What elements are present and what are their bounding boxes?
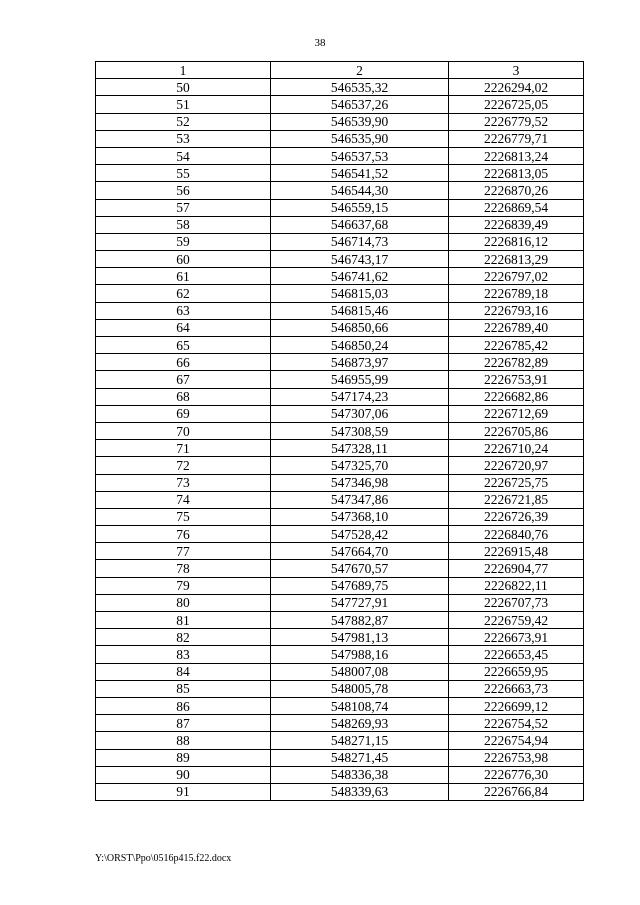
table-row xyxy=(96,783,584,800)
y-coordinate-cell: 2226720,97 xyxy=(449,457,584,474)
y-coordinate-cell: 2226813,24 xyxy=(449,147,584,164)
table-row xyxy=(96,302,584,319)
x-coordinate-cell: 547325,70 xyxy=(271,457,449,474)
y-coordinate-cell: 2226776,30 xyxy=(449,766,584,783)
point-number-cell: 53 xyxy=(96,130,271,147)
table-row xyxy=(96,405,584,422)
table-row xyxy=(96,629,584,646)
y-coordinate-cell: 2226663,73 xyxy=(449,680,584,697)
point-number-cell: 69 xyxy=(96,405,271,422)
y-coordinate-cell: 2226869,54 xyxy=(449,199,584,216)
table-row xyxy=(96,147,584,164)
y-coordinate-cell: 2226653,45 xyxy=(449,646,584,663)
table-row xyxy=(96,526,584,543)
y-coordinate-cell: 2226753,91 xyxy=(449,371,584,388)
x-coordinate-cell: 548007,08 xyxy=(271,663,449,680)
table-row xyxy=(96,697,584,714)
table-row xyxy=(96,766,584,783)
point-number-cell: 76 xyxy=(96,526,271,543)
table-row xyxy=(96,199,584,216)
point-number-cell: 50 xyxy=(96,79,271,96)
file-path-footer: Y:\ORST\Ppo\0516p415.f22.docx xyxy=(95,853,232,864)
y-coordinate-cell: 2226705,86 xyxy=(449,422,584,439)
table-row xyxy=(96,749,584,766)
table-row xyxy=(96,354,584,371)
x-coordinate-cell: 546873,97 xyxy=(271,354,449,371)
x-coordinate-cell: 548271,45 xyxy=(271,749,449,766)
point-number-cell: 71 xyxy=(96,440,271,457)
table-row xyxy=(96,560,584,577)
table-row xyxy=(96,182,584,199)
x-coordinate-cell: 547882,87 xyxy=(271,612,449,629)
x-coordinate-cell: 548108,74 xyxy=(271,697,449,714)
column-header-3: 3 xyxy=(449,62,584,79)
table-row xyxy=(96,251,584,268)
x-coordinate-cell: 547328,11 xyxy=(271,440,449,457)
y-coordinate-cell: 2226797,02 xyxy=(449,268,584,285)
point-number-cell: 78 xyxy=(96,560,271,577)
point-number-cell: 59 xyxy=(96,233,271,250)
y-coordinate-cell: 2226759,42 xyxy=(449,612,584,629)
x-coordinate-cell: 546539,90 xyxy=(271,113,449,130)
y-coordinate-cell: 2226779,52 xyxy=(449,113,584,130)
table-row xyxy=(96,422,584,439)
x-coordinate-cell: 546714,73 xyxy=(271,233,449,250)
table-row xyxy=(96,508,584,525)
table-row xyxy=(96,474,584,491)
x-coordinate-cell: 546559,15 xyxy=(271,199,449,216)
x-coordinate-cell: 546637,68 xyxy=(271,216,449,233)
point-number-cell: 54 xyxy=(96,147,271,164)
point-number-cell: 90 xyxy=(96,766,271,783)
point-number-cell: 56 xyxy=(96,182,271,199)
point-number-cell: 65 xyxy=(96,337,271,354)
x-coordinate-cell: 547664,70 xyxy=(271,543,449,560)
x-coordinate-cell: 546537,26 xyxy=(271,96,449,113)
point-number-cell: 51 xyxy=(96,96,271,113)
point-number-cell: 61 xyxy=(96,268,271,285)
column-header-1: 1 xyxy=(96,62,271,79)
y-coordinate-cell: 2226766,84 xyxy=(449,783,584,800)
x-coordinate-cell: 547689,75 xyxy=(271,577,449,594)
point-number-cell: 75 xyxy=(96,508,271,525)
y-coordinate-cell: 2226699,12 xyxy=(449,697,584,714)
y-coordinate-cell: 2226725,05 xyxy=(449,96,584,113)
y-coordinate-cell: 2226789,40 xyxy=(449,319,584,336)
y-coordinate-cell: 2226659,95 xyxy=(449,663,584,680)
y-coordinate-cell: 2226673,91 xyxy=(449,629,584,646)
x-coordinate-cell: 546815,03 xyxy=(271,285,449,302)
y-coordinate-cell: 2226710,24 xyxy=(449,440,584,457)
table-row xyxy=(96,457,584,474)
point-number-cell: 73 xyxy=(96,474,271,491)
x-coordinate-cell: 547307,06 xyxy=(271,405,449,422)
y-coordinate-cell: 2226682,86 xyxy=(449,388,584,405)
point-number-cell: 81 xyxy=(96,612,271,629)
table-row xyxy=(96,680,584,697)
table-row xyxy=(96,113,584,130)
x-coordinate-cell: 546541,52 xyxy=(271,165,449,182)
table-row xyxy=(96,371,584,388)
table-row xyxy=(96,388,584,405)
table-row xyxy=(96,663,584,680)
x-coordinate-cell: 546815,46 xyxy=(271,302,449,319)
y-coordinate-cell: 2226782,89 xyxy=(449,354,584,371)
table-row xyxy=(96,337,584,354)
table-row xyxy=(96,165,584,182)
point-number-cell: 66 xyxy=(96,354,271,371)
x-coordinate-cell: 546743,17 xyxy=(271,251,449,268)
y-coordinate-cell: 2226822,11 xyxy=(449,577,584,594)
x-coordinate-cell: 546955,99 xyxy=(271,371,449,388)
y-coordinate-cell: 2226725,75 xyxy=(449,474,584,491)
y-coordinate-cell: 2226712,69 xyxy=(449,405,584,422)
y-coordinate-cell: 2226839,49 xyxy=(449,216,584,233)
y-coordinate-cell: 2226754,52 xyxy=(449,715,584,732)
x-coordinate-cell: 547981,13 xyxy=(271,629,449,646)
y-coordinate-cell: 2226721,85 xyxy=(449,491,584,508)
point-number-cell: 55 xyxy=(96,165,271,182)
y-coordinate-cell: 2226785,42 xyxy=(449,337,584,354)
y-coordinate-cell: 2226870,26 xyxy=(449,182,584,199)
point-number-cell: 80 xyxy=(96,594,271,611)
point-number-cell: 60 xyxy=(96,251,271,268)
x-coordinate-cell: 546544,30 xyxy=(271,182,449,199)
x-coordinate-cell: 548336,38 xyxy=(271,766,449,783)
x-coordinate-cell: 547368,10 xyxy=(271,508,449,525)
point-number-cell: 68 xyxy=(96,388,271,405)
point-number-cell: 91 xyxy=(96,783,271,800)
x-coordinate-cell: 548005,78 xyxy=(271,680,449,697)
point-number-cell: 67 xyxy=(96,371,271,388)
y-coordinate-cell: 2226915,48 xyxy=(449,543,584,560)
point-number-cell: 88 xyxy=(96,732,271,749)
table-row xyxy=(96,130,584,147)
x-coordinate-cell: 546850,24 xyxy=(271,337,449,354)
x-coordinate-cell: 547347,86 xyxy=(271,491,449,508)
point-number-cell: 63 xyxy=(96,302,271,319)
table-body xyxy=(96,79,584,801)
table-row xyxy=(96,715,584,732)
table-row xyxy=(96,646,584,663)
point-number-cell: 86 xyxy=(96,697,271,714)
x-coordinate-cell: 547670,57 xyxy=(271,560,449,577)
y-coordinate-cell: 2226793,16 xyxy=(449,302,584,319)
point-number-cell: 72 xyxy=(96,457,271,474)
y-coordinate-cell: 2226779,71 xyxy=(449,130,584,147)
y-coordinate-cell: 2226813,29 xyxy=(449,251,584,268)
y-coordinate-cell: 2226816,12 xyxy=(449,233,584,250)
table-row xyxy=(96,79,584,96)
column-header-2: 2 xyxy=(271,62,449,79)
table-row xyxy=(96,577,584,594)
point-number-cell: 89 xyxy=(96,749,271,766)
x-coordinate-cell: 547346,98 xyxy=(271,474,449,491)
table-row xyxy=(96,319,584,336)
x-coordinate-cell: 548271,15 xyxy=(271,732,449,749)
point-number-cell: 58 xyxy=(96,216,271,233)
y-coordinate-cell: 2226789,18 xyxy=(449,285,584,302)
table-row xyxy=(96,268,584,285)
point-number-cell: 64 xyxy=(96,319,271,336)
point-number-cell: 52 xyxy=(96,113,271,130)
y-coordinate-cell: 2226294,02 xyxy=(449,79,584,96)
point-number-cell: 85 xyxy=(96,680,271,697)
point-number-cell: 74 xyxy=(96,491,271,508)
y-coordinate-cell: 2226726,39 xyxy=(449,508,584,525)
x-coordinate-cell: 546741,62 xyxy=(271,268,449,285)
y-coordinate-cell: 2226754,94 xyxy=(449,732,584,749)
y-coordinate-cell: 2226840,76 xyxy=(449,526,584,543)
table-header-row xyxy=(96,62,584,79)
y-coordinate-cell: 2226707,73 xyxy=(449,594,584,611)
x-coordinate-cell: 547308,59 xyxy=(271,422,449,439)
x-coordinate-cell: 546537,53 xyxy=(271,147,449,164)
coordinates-table-container xyxy=(95,61,583,801)
point-number-cell: 70 xyxy=(96,422,271,439)
point-number-cell: 62 xyxy=(96,285,271,302)
table-row xyxy=(96,440,584,457)
table-row xyxy=(96,594,584,611)
y-coordinate-cell: 2226904,77 xyxy=(449,560,584,577)
point-number-cell: 77 xyxy=(96,543,271,560)
x-coordinate-cell: 547174,23 xyxy=(271,388,449,405)
point-number-cell: 84 xyxy=(96,663,271,680)
point-number-cell: 83 xyxy=(96,646,271,663)
table-row xyxy=(96,732,584,749)
x-coordinate-cell: 546535,90 xyxy=(271,130,449,147)
page-number: 38 xyxy=(314,37,326,49)
point-number-cell: 57 xyxy=(96,199,271,216)
x-coordinate-cell: 547988,16 xyxy=(271,646,449,663)
table-row xyxy=(96,612,584,629)
y-coordinate-cell: 2226753,98 xyxy=(449,749,584,766)
table-row xyxy=(96,491,584,508)
x-coordinate-cell: 547727,91 xyxy=(271,594,449,611)
table-row xyxy=(96,285,584,302)
point-number-cell: 79 xyxy=(96,577,271,594)
point-number-cell: 82 xyxy=(96,629,271,646)
x-coordinate-cell: 547528,42 xyxy=(271,526,449,543)
table-row xyxy=(96,543,584,560)
table-row xyxy=(96,233,584,250)
table-row xyxy=(96,96,584,113)
x-coordinate-cell: 546535,32 xyxy=(271,79,449,96)
x-coordinate-cell: 548269,93 xyxy=(271,715,449,732)
y-coordinate-cell: 2226813,05 xyxy=(449,165,584,182)
point-number-cell: 87 xyxy=(96,715,271,732)
x-coordinate-cell: 546850,66 xyxy=(271,319,449,336)
x-coordinate-cell: 548339,63 xyxy=(271,783,449,800)
coordinates-table xyxy=(95,61,584,801)
table-row xyxy=(96,216,584,233)
